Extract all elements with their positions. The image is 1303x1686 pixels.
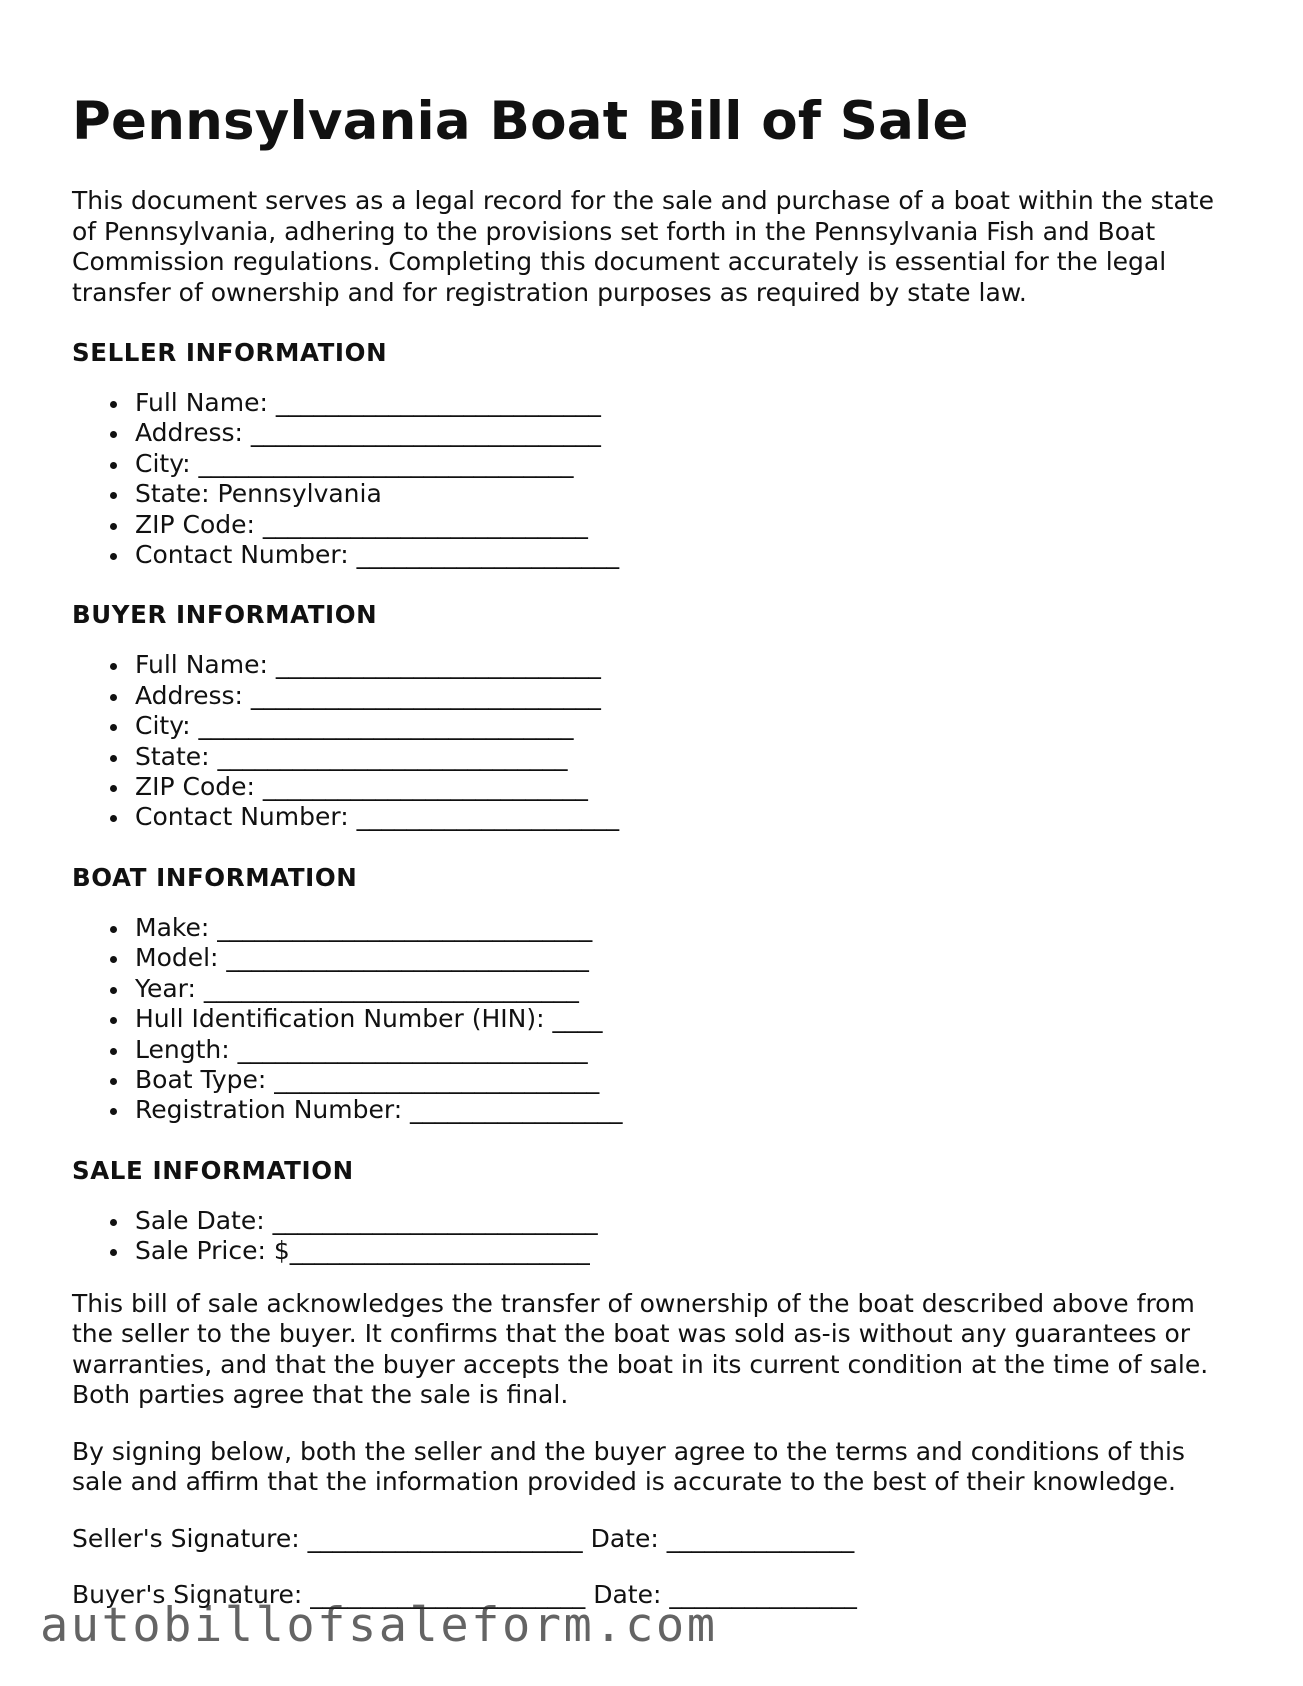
buyer-zip-field: ZIP Code: __________________________: [135, 772, 1232, 802]
seller-signature-line: Seller's Signature: ______________________ Date: _______________: [72, 1523, 855, 1553]
seller-address-field: Address: ____________________________: [135, 418, 1232, 448]
boat-model-field: Model: _____________________________: [135, 943, 1232, 973]
boat-heading: BOAT INFORMATION: [72, 862, 358, 892]
seller-zip-field: ZIP Code: __________________________: [135, 510, 1232, 540]
acknowledgement-paragraph: This bill of sale acknowledges the transfer of ownership of the boat described above from the seller to the buyer. It confirms that the boat was sold as-is without any guarantees or warranties, and that the buyer accepts the boat in its current condition at the time of sale. Both parties agree that the sale is final.: [72, 1288, 1209, 1410]
seller-full-name-field: Full Name: __________________________: [135, 388, 1232, 418]
buyer-contact-field: Contact Number: _____________________: [135, 802, 1232, 832]
buyer-signature-line: Buyer's Signature: ______________________ Date: _______________: [72, 1579, 857, 1609]
seller-city-field: City: ______________________________: [135, 449, 1232, 479]
seller-fields: [72, 388, 1232, 570]
buyer-full-name-field: Full Name: __________________________: [135, 650, 1232, 680]
agreement-paragraph: By signing below, both the seller and the buyer agree to the terms and conditions of this sale and affirm that the information provided is accurate to the best of their knowledge.: [72, 1436, 1185, 1497]
buyer-heading: BUYER INFORMATION: [72, 600, 378, 630]
document-page: [72, 82, 1232, 1611]
sale-date-field: Sale Date: __________________________: [135, 1206, 1232, 1236]
seller-contact-field: Contact Number: _____________________: [135, 540, 1232, 570]
boat-make-field: Make: ______________________________: [135, 913, 1232, 943]
boat-registration-field: Registration Number: _________________: [135, 1095, 1232, 1125]
buyer-address-field: Address: ____________________________: [135, 681, 1232, 711]
buyer-state-field: State: ____________________________: [135, 742, 1232, 772]
intro-paragraph: This document serves as a legal record for the sale and purchase of a boat within the state of Pennsylvania, adhering to the provisions set forth in the Pennsylvania Fish and Boat Commission regulations. Completing this document accurately is essential for the legal transfer of ownership and for registration purposes as required by state law.: [72, 186, 1214, 307]
buyer-city-field: City: ______________________________: [135, 711, 1232, 741]
boat-fields: [72, 913, 1232, 1126]
sale-fields: [72, 1206, 1232, 1267]
site-watermark: autobillofsaleform.com: [40, 1598, 718, 1653]
boat-type-field: Boat Type: __________________________: [135, 1065, 1232, 1095]
seller-state-field: State: Pennsylvania: [135, 479, 1232, 509]
page-title: Pennsylvania Boat Bill of Sale: [72, 91, 969, 152]
buyer-fields: [72, 650, 1232, 832]
boat-year-field: Year: ______________________________: [135, 974, 1232, 1004]
sale-heading: SALE INFORMATION: [72, 1155, 354, 1185]
sale-price-field: Sale Price: $________________________: [135, 1236, 1232, 1266]
boat-length-field: Length: ____________________________: [135, 1035, 1232, 1065]
seller-heading: SELLER INFORMATION: [72, 338, 388, 367]
boat-hin-field: Hull Identification Number (HIN): ____: [135, 1004, 1232, 1034]
